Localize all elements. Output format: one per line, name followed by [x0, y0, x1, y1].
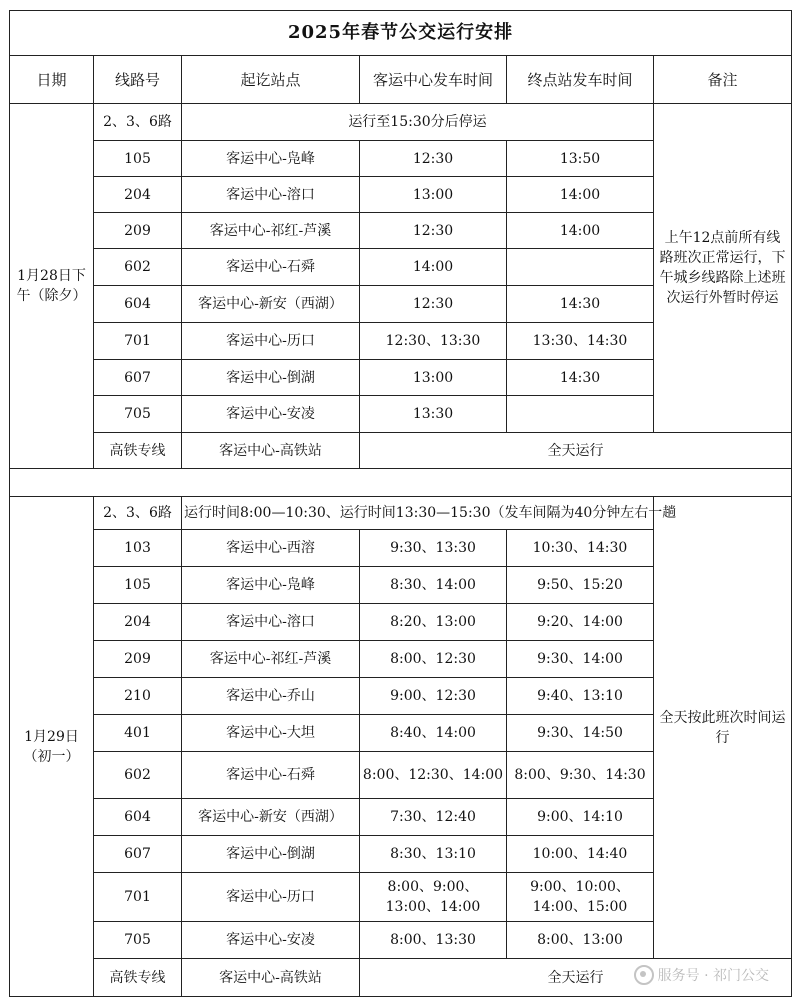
stations-cell: 客运中心-历口 — [182, 873, 360, 922]
wechat-icon — [634, 965, 654, 985]
depart-time-cell: 13:00 — [360, 360, 507, 396]
route-cell: 607 — [94, 836, 182, 873]
depart-time-cell: 8:40、14:00 — [360, 715, 507, 752]
depart-time-cell: 8:00、12:30 — [360, 641, 507, 678]
route-cell: 705 — [94, 922, 182, 959]
route-cell: 604 — [94, 286, 182, 323]
depart-time-cell: 9:00、12:30 — [360, 678, 507, 715]
stations-cell: 客运中心-倒湖 — [182, 836, 360, 873]
depart-time-cell: 8:30、14:00 — [360, 567, 507, 604]
header-route: 线路号 — [94, 56, 182, 104]
terminal-time-cell: 8:00、13:00 — [507, 922, 654, 959]
page-title: 2025年春节公交运行安排 — [10, 11, 792, 56]
depart-time-cell: 12:30 — [360, 286, 507, 323]
stations-cell: 客运中心-祁红-芦溪 — [182, 213, 360, 249]
depart-time-cell: 14:00 — [360, 249, 507, 286]
section1-date: 1月28日下午（除夕） — [10, 104, 94, 469]
depart-time-cell: 8:20、13:00 — [360, 604, 507, 641]
terminal-time-cell: 9:00、10:00、14:00、15:00 — [507, 873, 654, 922]
terminal-time-cell — [507, 396, 654, 433]
stations-cell: 客运中心-高铁站 — [182, 959, 360, 997]
stations-cell: 客运中心-历口 — [182, 323, 360, 360]
terminal-time-cell: 10:00、14:40 — [507, 836, 654, 873]
route-cell: 604 — [94, 799, 182, 836]
watermark — [634, 965, 769, 985]
header-date: 日期 — [10, 56, 94, 104]
terminal-time-cell: 9:00、14:10 — [507, 799, 654, 836]
section1-note: 上午12点前所有线路班次正常运行，下午城乡线路除上述班次运行外暂时停运 — [654, 104, 792, 433]
depart-time-cell: 9:30、13:30 — [360, 530, 507, 567]
schedule-sheet — [9, 10, 791, 997]
depart-time-cell: 8:00、9:00、13:00、14:00 — [360, 873, 507, 922]
watermark-text: 服务号 · 祁门公交 — [657, 968, 769, 984]
route-cell: 105 — [94, 567, 182, 604]
schedule-merged-cell: 全天运行 — [360, 433, 792, 469]
depart-time-cell: 12:30 — [360, 213, 507, 249]
route-cell: 204 — [94, 604, 182, 641]
terminal-time-cell: 9:30、14:00 — [507, 641, 654, 678]
route-cell: 209 — [94, 641, 182, 678]
terminal-time-cell: 9:20、14:00 — [507, 604, 654, 641]
terminal-time-cell: 9:30、14:50 — [507, 715, 654, 752]
depart-time-cell: 8:30、13:10 — [360, 836, 507, 873]
header-depart: 客运中心发车时间 — [360, 56, 507, 104]
section-divider — [10, 469, 792, 497]
section2-note: 全天按此班次时间运行 — [654, 497, 792, 959]
header-terminal: 终点站发车时间 — [507, 56, 654, 104]
terminal-time-cell: 13:30、14:30 — [507, 323, 654, 360]
stations-cell: 客运中心-凫峰 — [182, 141, 360, 177]
depart-time-cell: 8:00、12:30、14:00 — [360, 752, 507, 799]
terminal-time-cell: 14:30 — [507, 360, 654, 396]
route-cell: 705 — [94, 396, 182, 433]
stations-cell: 客运中心-西溶 — [182, 530, 360, 567]
schedule-merged-cell: 全天运行 — [360, 959, 792, 997]
terminal-time-cell: 9:50、15:20 — [507, 567, 654, 604]
schedule-merged-cell: 运行至15:30分后停运 — [182, 104, 654, 141]
stations-cell: 客运中心-新安（西湖） — [182, 799, 360, 836]
route-cell: 701 — [94, 873, 182, 922]
header-stations: 起讫站点 — [182, 56, 360, 104]
header-row — [10, 56, 792, 104]
depart-time-cell: 7:30、12:40 — [360, 799, 507, 836]
route-cell: 105 — [94, 141, 182, 177]
route-cell: 2、3、6路 — [94, 104, 182, 141]
depart-time-cell: 12:30、13:30 — [360, 323, 507, 360]
terminal-time-cell: 10:30、14:30 — [507, 530, 654, 567]
stations-cell: 客运中心-高铁站 — [182, 433, 360, 469]
depart-time-cell: 13:30 — [360, 396, 507, 433]
stations-cell: 客运中心-石舜 — [182, 249, 360, 286]
stations-cell: 客运中心-溶口 — [182, 604, 360, 641]
route-cell: 209 — [94, 213, 182, 249]
section-divider-row — [10, 469, 792, 497]
schedule-merged-cell: 运行时间8:00—10:30、运行时间13:30—15:30（发车间隔为40分钟左右一趟 — [182, 497, 654, 530]
route-cell: 2、3、6路 — [94, 497, 182, 530]
terminal-time-cell: 14:30 — [507, 286, 654, 323]
route-cell: 204 — [94, 177, 182, 213]
terminal-time-cell — [507, 249, 654, 286]
route-cell: 401 — [94, 715, 182, 752]
route-cell: 高铁专线 — [94, 959, 182, 997]
stations-cell: 客运中心-大坦 — [182, 715, 360, 752]
terminal-time-cell: 9:40、13:10 — [507, 678, 654, 715]
terminal-time-cell: 8:00、9:30、14:30 — [507, 752, 654, 799]
stations-cell: 客运中心-祁红-芦溪 — [182, 641, 360, 678]
route-cell: 607 — [94, 360, 182, 396]
stations-cell: 客运中心-乔山 — [182, 678, 360, 715]
route-cell: 210 — [94, 678, 182, 715]
route-cell: 103 — [94, 530, 182, 567]
header-note: 备注 — [654, 56, 792, 104]
stations-cell: 客运中心-溶口 — [182, 177, 360, 213]
depart-time-cell: 8:00、13:30 — [360, 922, 507, 959]
stations-cell: 客运中心-凫峰 — [182, 567, 360, 604]
stations-cell: 客运中心-新安（西湖） — [182, 286, 360, 323]
section1-row-first — [10, 104, 792, 141]
route-cell: 高铁专线 — [94, 433, 182, 469]
route-cell: 701 — [94, 323, 182, 360]
route-cell: 602 — [94, 249, 182, 286]
terminal-time-cell: 14:00 — [507, 177, 654, 213]
terminal-time-cell: 14:00 — [507, 213, 654, 249]
route-cell: 602 — [94, 752, 182, 799]
stations-cell: 客运中心-安凌 — [182, 396, 360, 433]
depart-time-cell: 12:30 — [360, 141, 507, 177]
depart-time-cell: 13:00 — [360, 177, 507, 213]
section2-row-first — [10, 497, 792, 530]
stations-cell: 客运中心-安凌 — [182, 922, 360, 959]
stations-cell: 客运中心-石舜 — [182, 752, 360, 799]
section2-date: 1月29日（初一） — [10, 497, 94, 997]
section1-row-last — [10, 433, 792, 469]
stations-cell: 客运中心-倒湖 — [182, 360, 360, 396]
schedule-table — [9, 10, 792, 997]
terminal-time-cell: 13:50 — [507, 141, 654, 177]
